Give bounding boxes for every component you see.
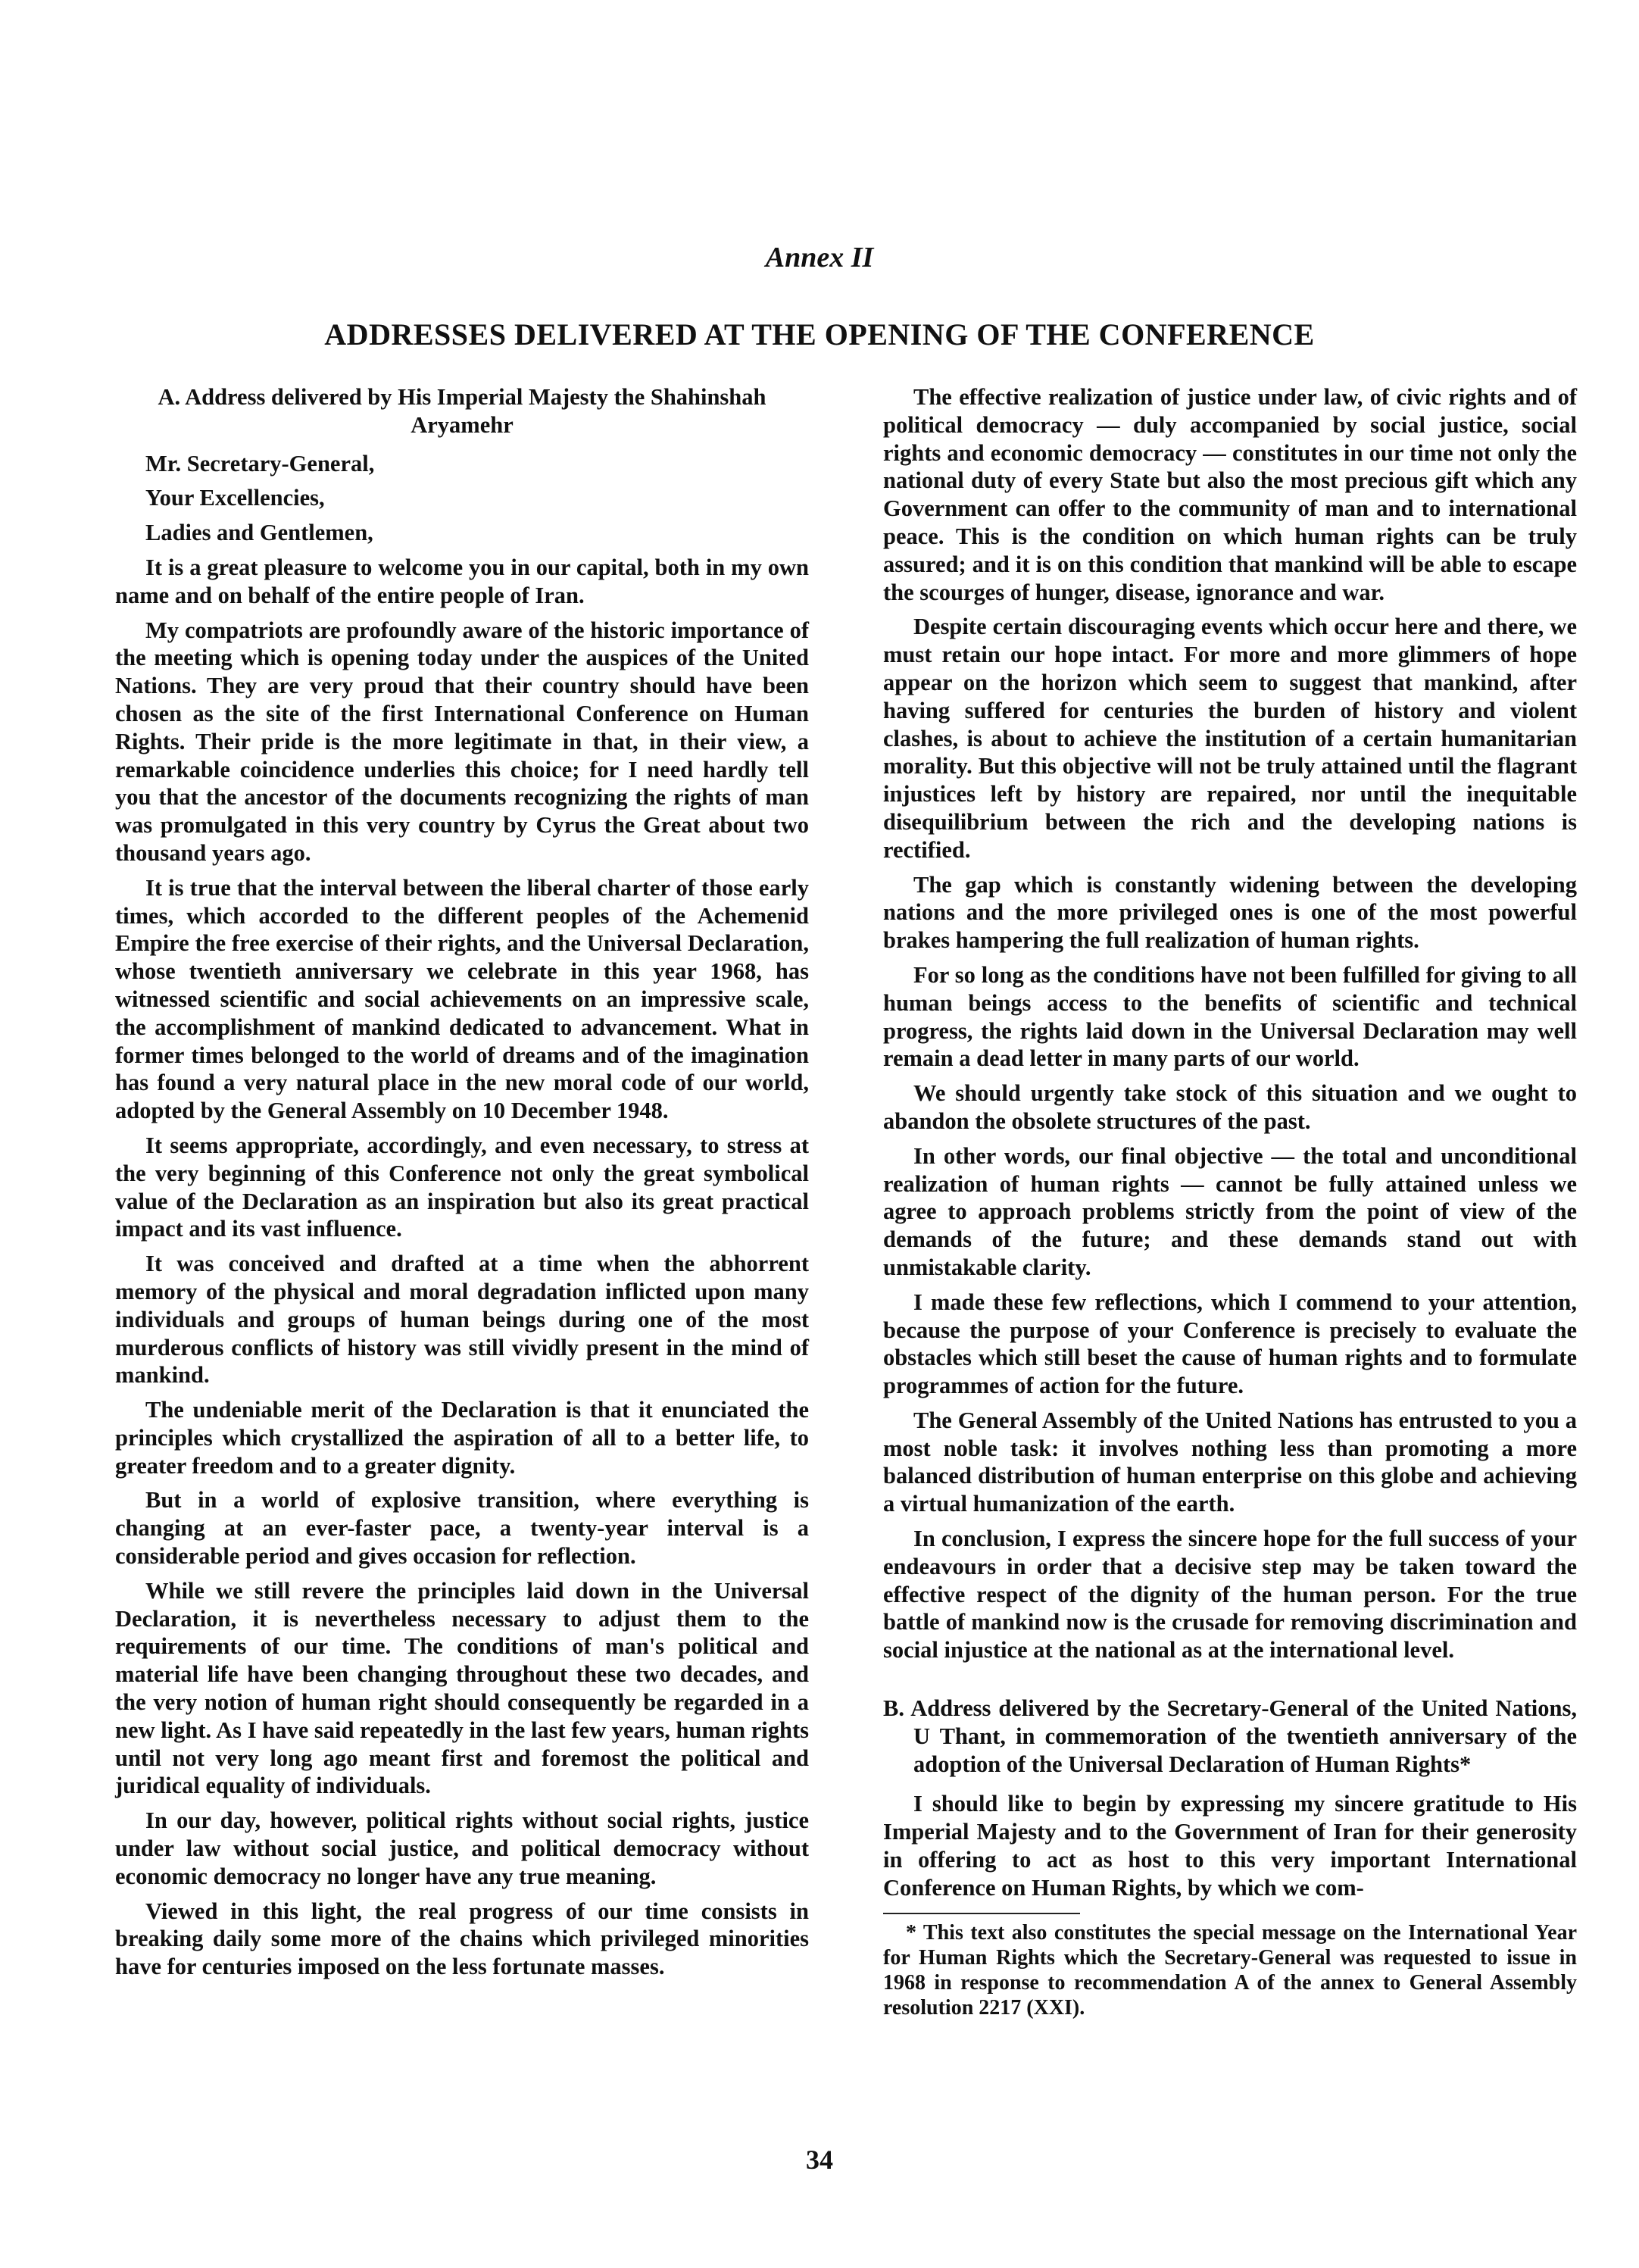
page-number: 34 xyxy=(806,2145,833,2175)
salutation: Ladies and Gentlemen, xyxy=(145,520,373,546)
paragraph: It was conceived and drafted at a time when the abhorrent memory of the physical and moral degradation inflicted upon many individuals and groups of human beings during one of the most murderous conflicts of history was still vividly present in the mind of mankind. xyxy=(115,1251,809,1389)
paragraph: The effective realization of justice under law, of civic rights and of political democracy — duly accompanied by social justice, social rights and economic democracy — constitutes in our time not only the national duty of every State but also the most precious gift which any Government can offer to the community of man and to international peace. This is the condition on which human rights can be truly assured; and it is on this condition that mankind will be able to escape the scourges of hunger, disease, ignorance and war. xyxy=(883,384,1577,605)
paragraph: The General Assembly of the United Nations has entrusted to you a most noble task: it involves nothing less than promoting a more balanced distribution of human enterprise on this globe and achieving a virtual humanization of the earth. xyxy=(883,1407,1577,1517)
section-a-title: A. Address delivered by His Imperial Majesty the Shahinshah Aryamehr xyxy=(158,384,766,438)
annex-title: Annex II xyxy=(765,242,874,273)
page-heading: ADDRESSES DELIVERED AT THE OPENING OF THE CONFERENCE xyxy=(324,317,1315,351)
paragraph: It is a great pleasure to welcome you in our capital, both in my own name and on behalf of the entire people of Iran. xyxy=(115,554,809,608)
paragraph: I should like to begin by expressing my sincere gratitude to His Imperial Majesty and to the Government of Iran for their generosity in offering to act as host to this very important International Conference on Human Rights, by which we com- xyxy=(883,1791,1577,1901)
paragraph: In our day, however, political rights without social rights, justice under law without social justice, and political democracy without economic democracy no longer have any true meaning. xyxy=(115,1807,809,1889)
footnote-rule xyxy=(883,1913,1080,1914)
paragraph: The undeniable merit of the Declaration is that it enunciated the principles which crystallized the aspiration of all to a better life, to greater freedom and to a greater dignity. xyxy=(115,1397,809,1479)
paragraph: Despite certain discouraging events which occur here and there, we must retain our hope intact. For more and more glimmers of hope appear on the horizon which seem to suggest that mankind, after having suffered for centuries the burden of history and violent clashes, is about to achieve the institution of a certain humanitarian morality. But this objective will not be truly attained until the flagrant injustices left by history are repaired, nor until the inequitable disequilibrium between the rich and the developing nations is rectified. xyxy=(883,614,1577,863)
footnote: * This text also constitutes the special message on the International Year for Human Rights which the Secretary-General was requested to issue in 1968 in response to recommendation A of the annex to General Assembly resolution 2217 (XXI). xyxy=(883,1920,1577,2020)
paragraph: The gap which is constantly widening between the developing nations and the more privileged ones is one of the most powerful brakes hampering the full realization of human rights. xyxy=(883,871,1577,954)
section-b-title: B. Address delivered by the Secretary-General of the United Nations, U Thant, in commemoration of the twentieth anniversary of the adoption of the Universal Declaration of Human Rights* xyxy=(883,1695,1577,1777)
paragraph: My compatriots are profoundly aware of the historic importance of the meeting which is opening today under the auspices of the United Nations. They are very proud that their country should have been chosen as the site of the first International Conference on Human Rights. Their pride is the more legitimate in that, in their view, a remarkable coincidence underlies this choice; for I need hardly tell you that the ancestor of the documents recognizing the rights of man was promulgated in this very country by Cyrus the Great about two thousand years ago. xyxy=(115,617,809,866)
paragraph: Viewed in this light, the real progress of our time consists in breaking daily some more of the chains which privileged minorities have for centuries imposed on the less fortunate masses. xyxy=(115,1898,809,1980)
left-column xyxy=(115,383,809,1988)
paragraph: I made these few reflections, which I commend to your attention, because the purpose of your Conference is precisely to evaluate the obstacles which still beset the cause of human rights and to formulate programmes of action for the future. xyxy=(883,1289,1577,1399)
paragraph: While we still revere the principles laid down in the Universal Declaration, it is nevertheless necessary to adjust them to the requirements of our time. The conditions of man's political and material life have been changing throughout these two decades, and the very notion of human right should consequently be regarded in a new light. As I have said repeatedly in the last few years, human rights until not very long ago meant first and foremost the political and juridical equality of individuals. xyxy=(115,1577,809,1799)
salutation: Your Excellencies, xyxy=(145,485,325,511)
paragraph: It seems appropriate, accordingly, and even necessary, to stress at the very beginning of this Conference not only the great symbolical value of the Declaration as an inspiration but also its great practical impact and its vast influence. xyxy=(115,1132,809,1242)
paragraph: In other words, our final objective — the total and unconditional realization of human rights — cannot be fully attained unless we agree to approach problems strictly from the point of view of the demands of the future; and these demands stand out with unmistakable clarity. xyxy=(883,1142,1577,1280)
paragraph: But in a world of explosive transition, where everything is changing at an ever-faster pace, a twenty-year interval is a considerable period and gives occasion for reflection. xyxy=(115,1487,809,1570)
right-column xyxy=(883,383,1577,2020)
paragraph: We should urgently take stock of this situation and we ought to abandon the obsolete structures of the past. xyxy=(883,1080,1577,1134)
paragraph: In conclusion, I express the sincere hope for the full success of your endeavours in order that a decisive step may be taken toward the effective respect of the dignity of the human person. For the true battle of mankind now is the crusade for removing discrimination and social injustice at the national as at the international level. xyxy=(883,1526,1577,1664)
paragraph: For so long as the conditions have not been fulfilled for giving to all human beings access to the benefits of scientific and technical progress, the rights laid down in the Universal Declaration may well remain a dead letter in many parts of our world. xyxy=(883,961,1577,1072)
paragraph: It is true that the interval between the liberal charter of those early times, which accorded to the different peoples of the Achemenid Empire the free exercise of their rights, and the Universal Declaration, whose twentieth anniversary we celebrate in this year 1968, has witnessed scientific and social achievements on an impressive scale, the accomplishment of mankind dedicated to advancement. What in former times belonged to the world of dreams and of the imagination has found a very natural place in the new moral code of our world, adopted by the General Assembly on 10 December 1948. xyxy=(115,874,809,1124)
salutation: Mr. Secretary-General, xyxy=(145,450,375,476)
